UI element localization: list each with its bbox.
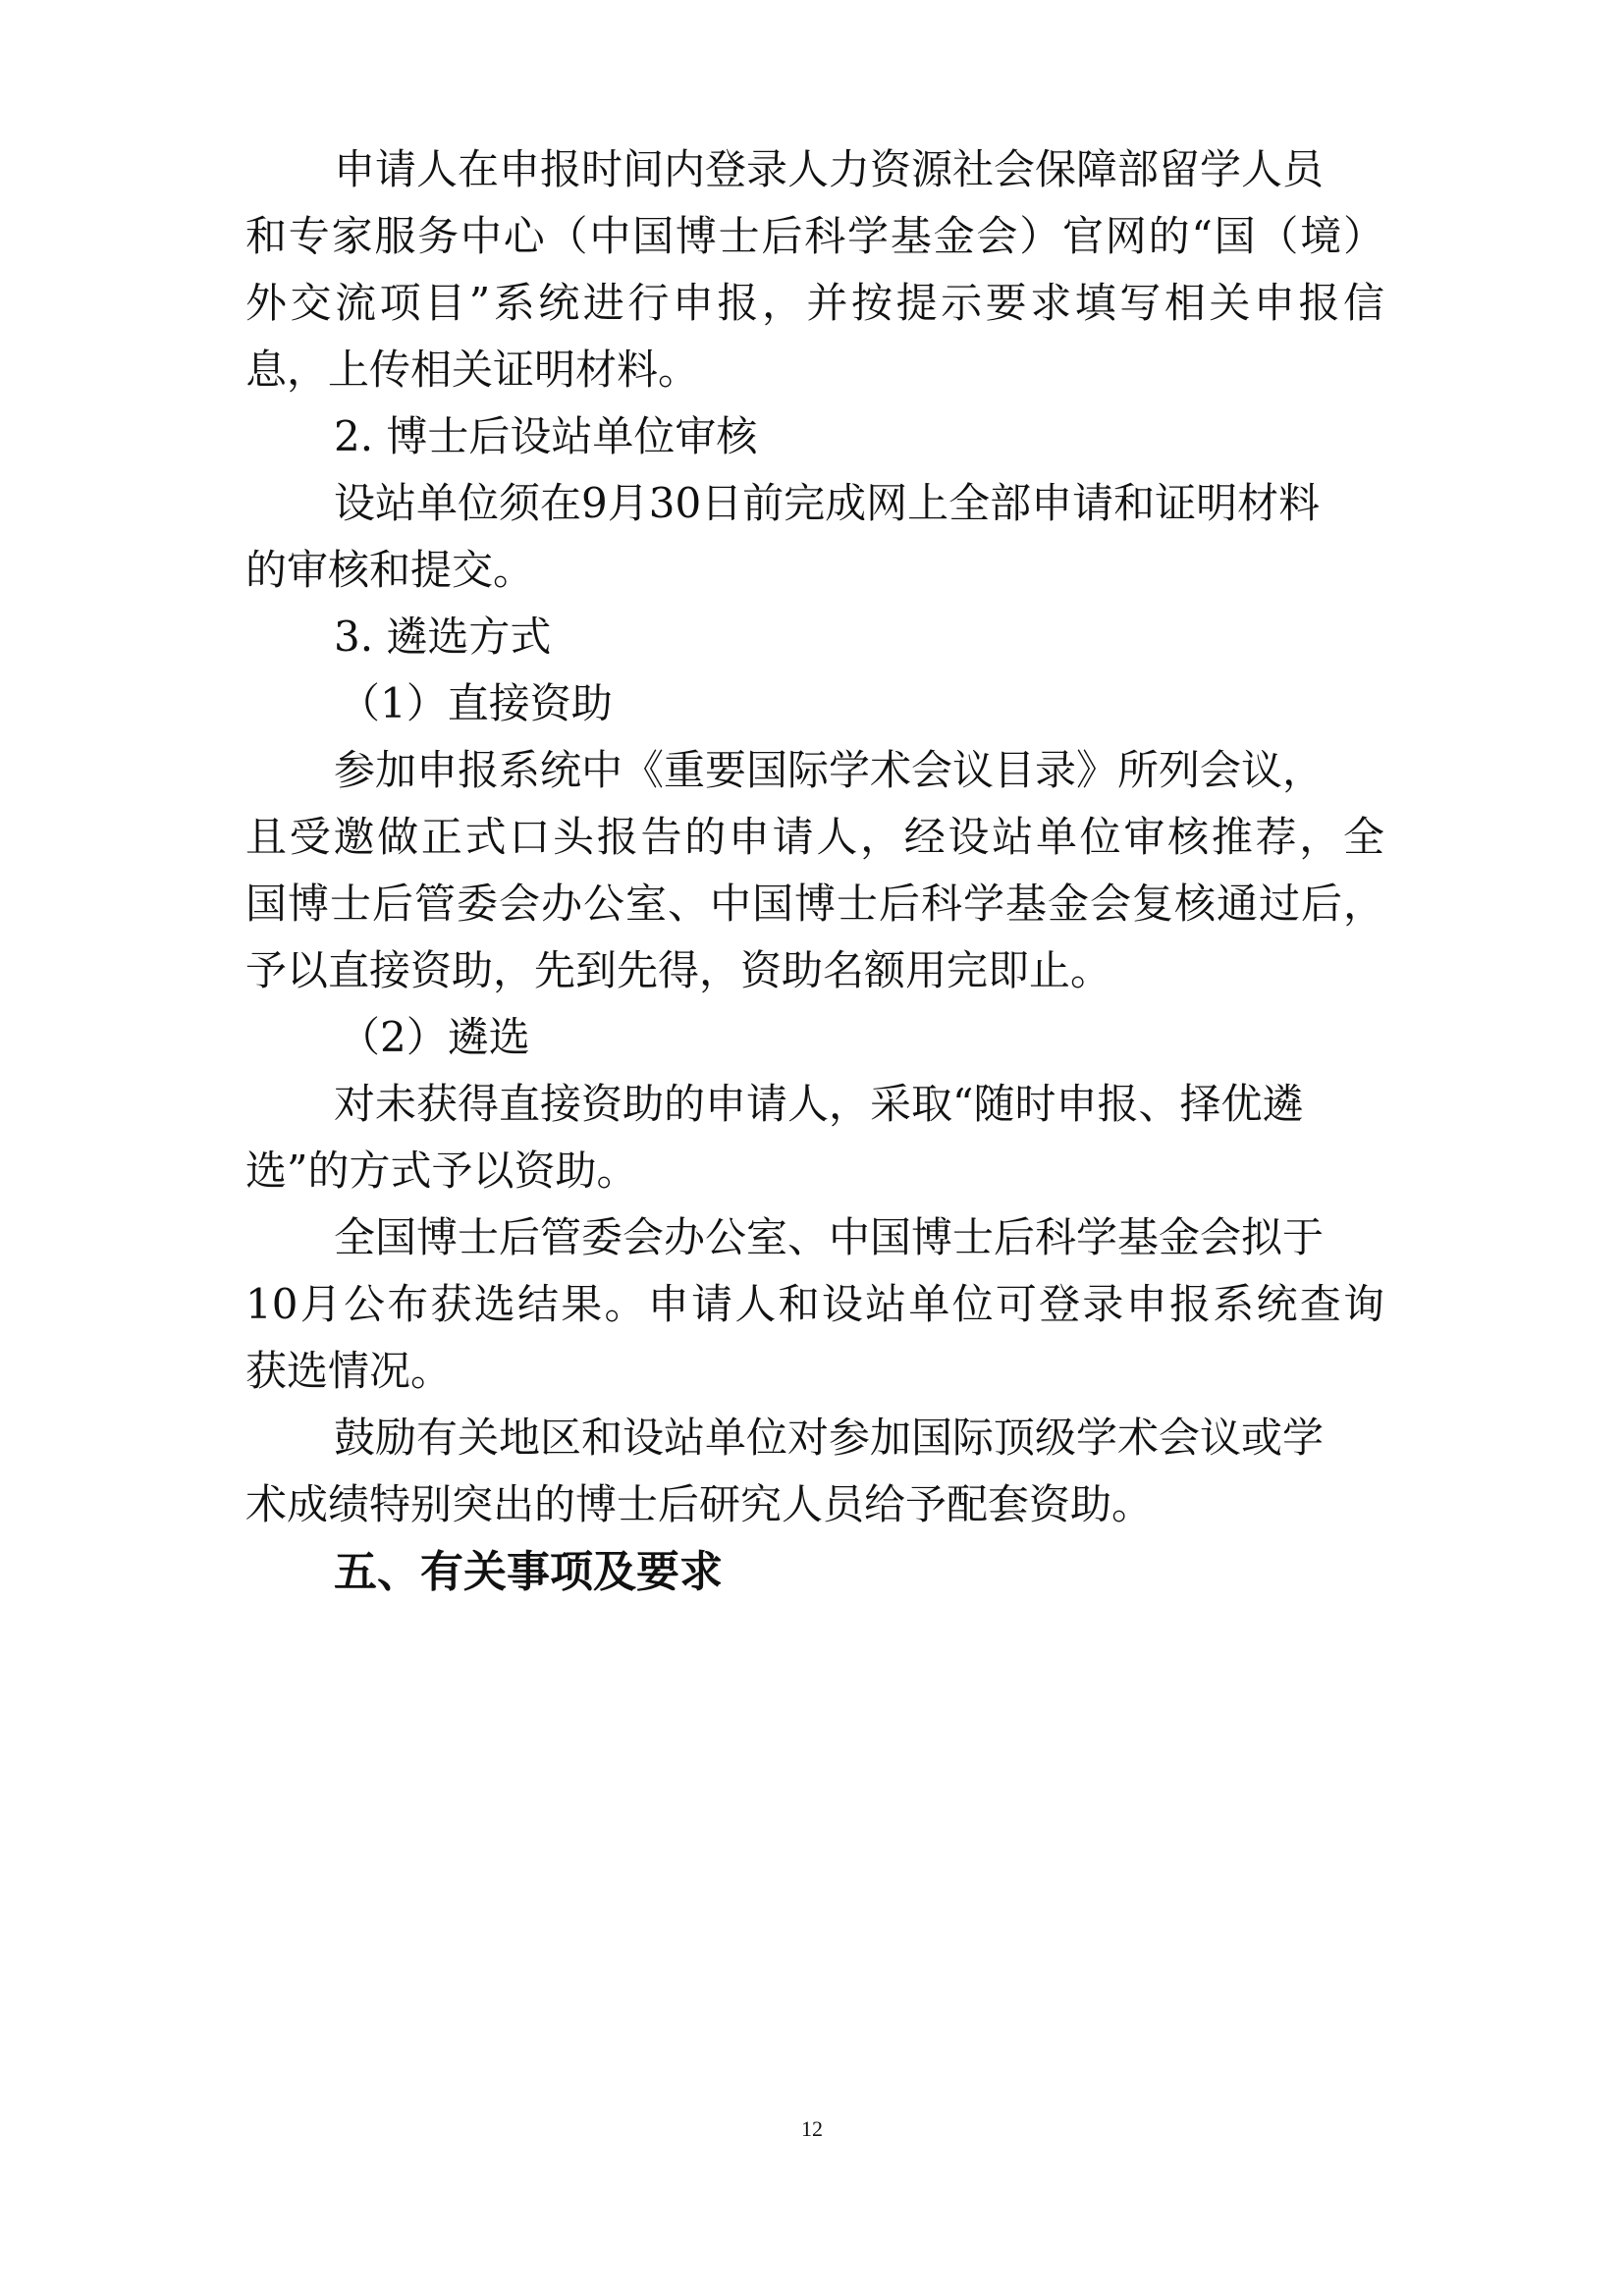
paragraph-2-line-1: 设站单位须在9月30日前完成网上全部申请和证明材料 [334,479,1321,527]
paragraph-3-line-2: 且受邀做正式口头报告的申请人，经设站单位审核推荐，全 [245,813,1384,861]
paragraph-6-line-2: 术成绩特别突出的博士后研究人员给予配套资助。 [245,1480,1154,1528]
paragraph-1-line-2: 和专家服务中心（中国博士后科学基金会）官网的“国（境） [245,212,1384,260]
section-heading-3: 3. 遴选方式 [334,613,552,661]
paragraph-5-line-1: 全国博士后管委会办公室、中国博士后科学基金会拟于 [334,1213,1325,1261]
section-5-heading: 五、有关事项及要求 [334,1547,723,1597]
paragraph-4-line-2: 选”的方式予以资助。 [245,1147,638,1195]
paragraph-2-line-2: 的审核和提交。 [245,546,535,594]
paragraph-1-line-4: 息，上传相关证明材料。 [245,346,700,394]
paragraph-3-line-3: 国博士后管委会办公室、中国博士后科学基金会复核通过后， [245,880,1384,928]
paragraph-5-line-3: 获选情况。 [245,1347,453,1395]
paragraph-6-line-1: 鼓励有关地区和设站单位对参加国际顶级学术会议或学 [334,1414,1325,1462]
page-number: 12 [801,2116,823,2141]
subsection-heading-selection: （2）遴选 [339,1013,530,1061]
paragraph-3-line-1: 参加申报系统中《重要国际学术会议目录》所列会议， [334,746,1325,794]
subsection-heading-direct-funding: （1）直接资助 [339,679,613,727]
paragraph-5-line-2: 10月公布获选结果。申请人和设站单位可登录申报系统查询 [245,1280,1384,1328]
paragraph-3-line-4: 予以直接资助，先到先得，资助名额用完即止。 [245,946,1112,994]
section-heading-2: 2. 博士后设站单位审核 [334,412,758,460]
paragraph-1-line-1: 申请人在申报时间内登录人力资源社会保障部留学人员 [334,145,1325,193]
paragraph-4-line-1: 对未获得直接资助的申请人，采取“随时申报、择优遴 [334,1080,1304,1128]
paragraph-1-line-3: 外交流项目”系统进行申报，并按提示要求填写相关申报信 [245,279,1384,327]
